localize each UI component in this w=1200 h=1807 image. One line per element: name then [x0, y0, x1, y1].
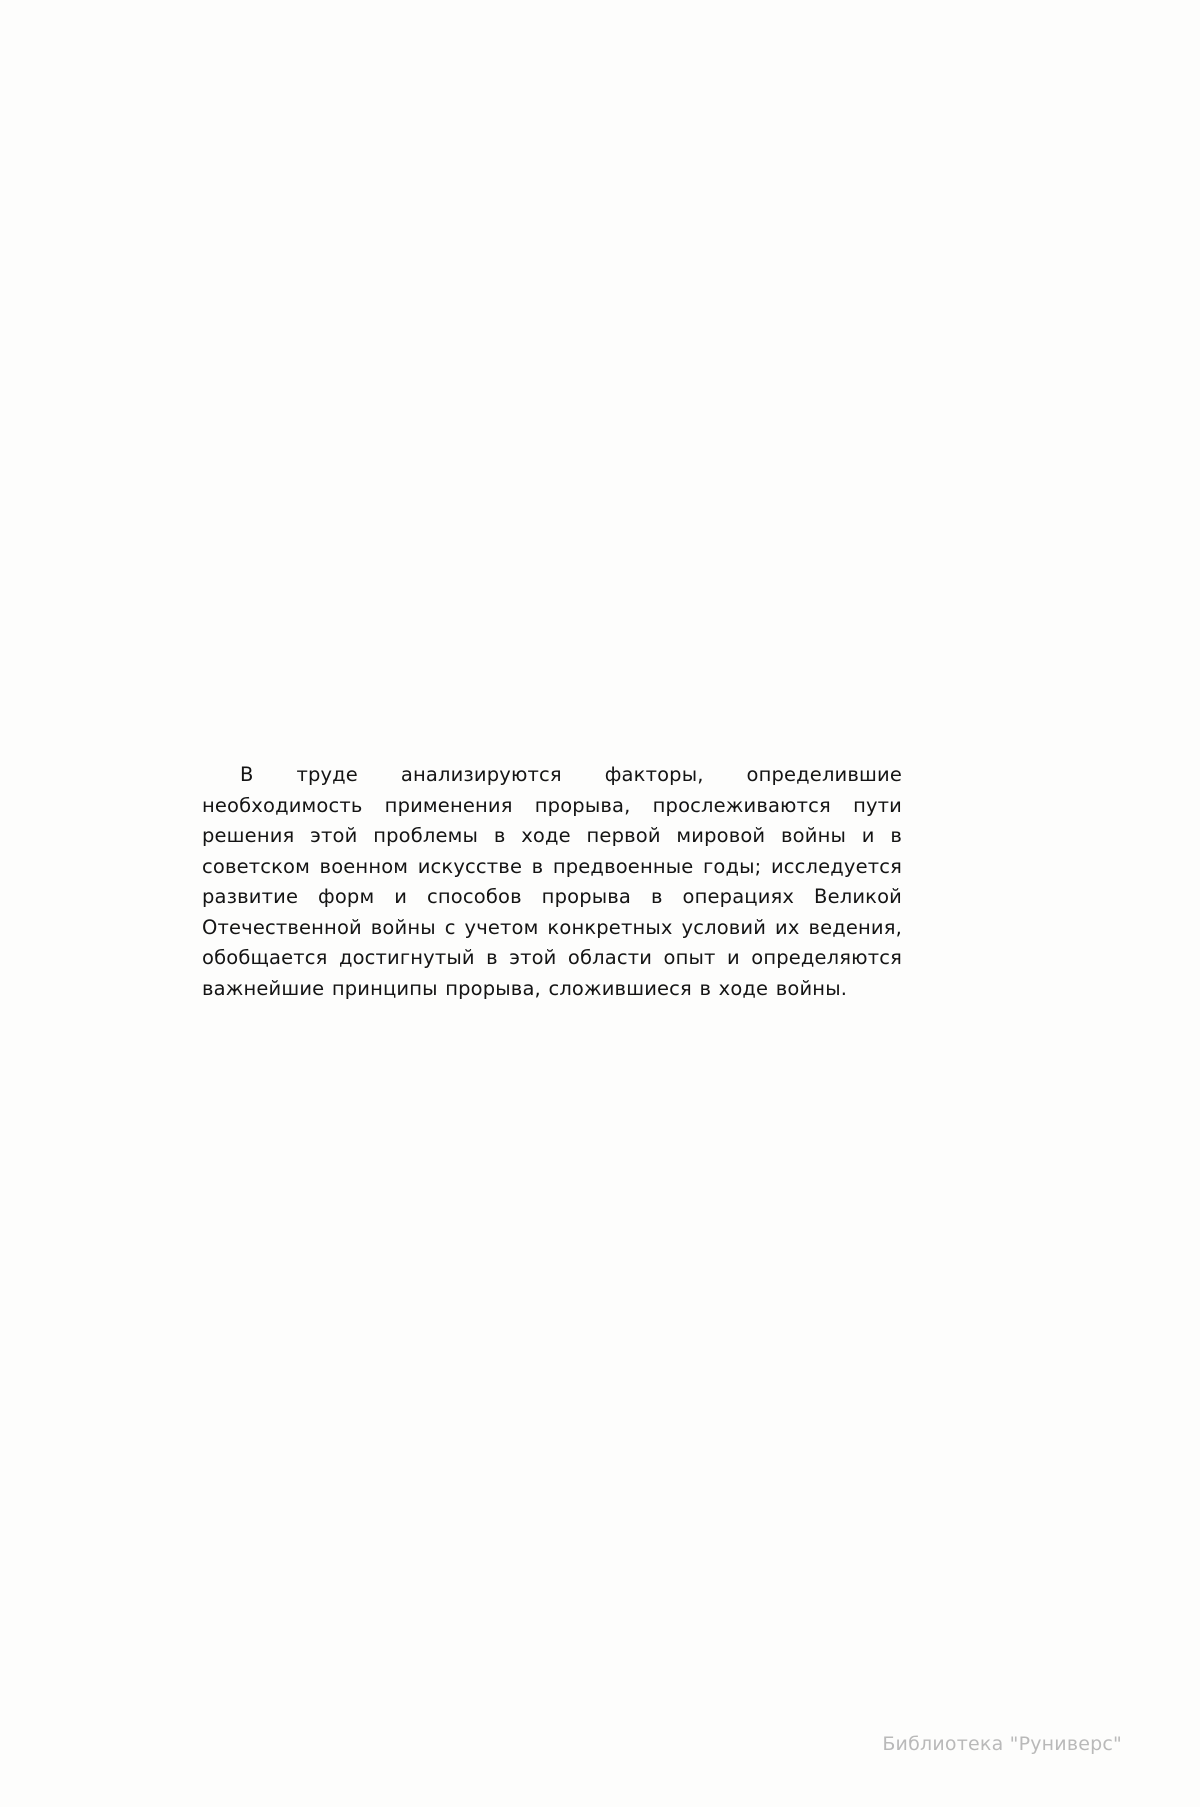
- abstract-block: [202, 760, 902, 1004]
- library-watermark: Библиотека "Руниверс": [882, 1733, 1122, 1755]
- abstract-paragraph: В труде анализируются факторы, определившие необходимость применения прорыва, прослеживаются пути решения этой проблемы в ходе первой мировой войны и в советском военном искусстве в предвоенные годы; исследуется развитие форм и способов прорыва в операциях Великой Отечественной войны с учетом конкретных условий их ведения, обобщается достигнутый в этой области опыт и определяются важнейшие принципы прорыва, сложившиеся в ходе войны.: [202, 763, 902, 1000]
